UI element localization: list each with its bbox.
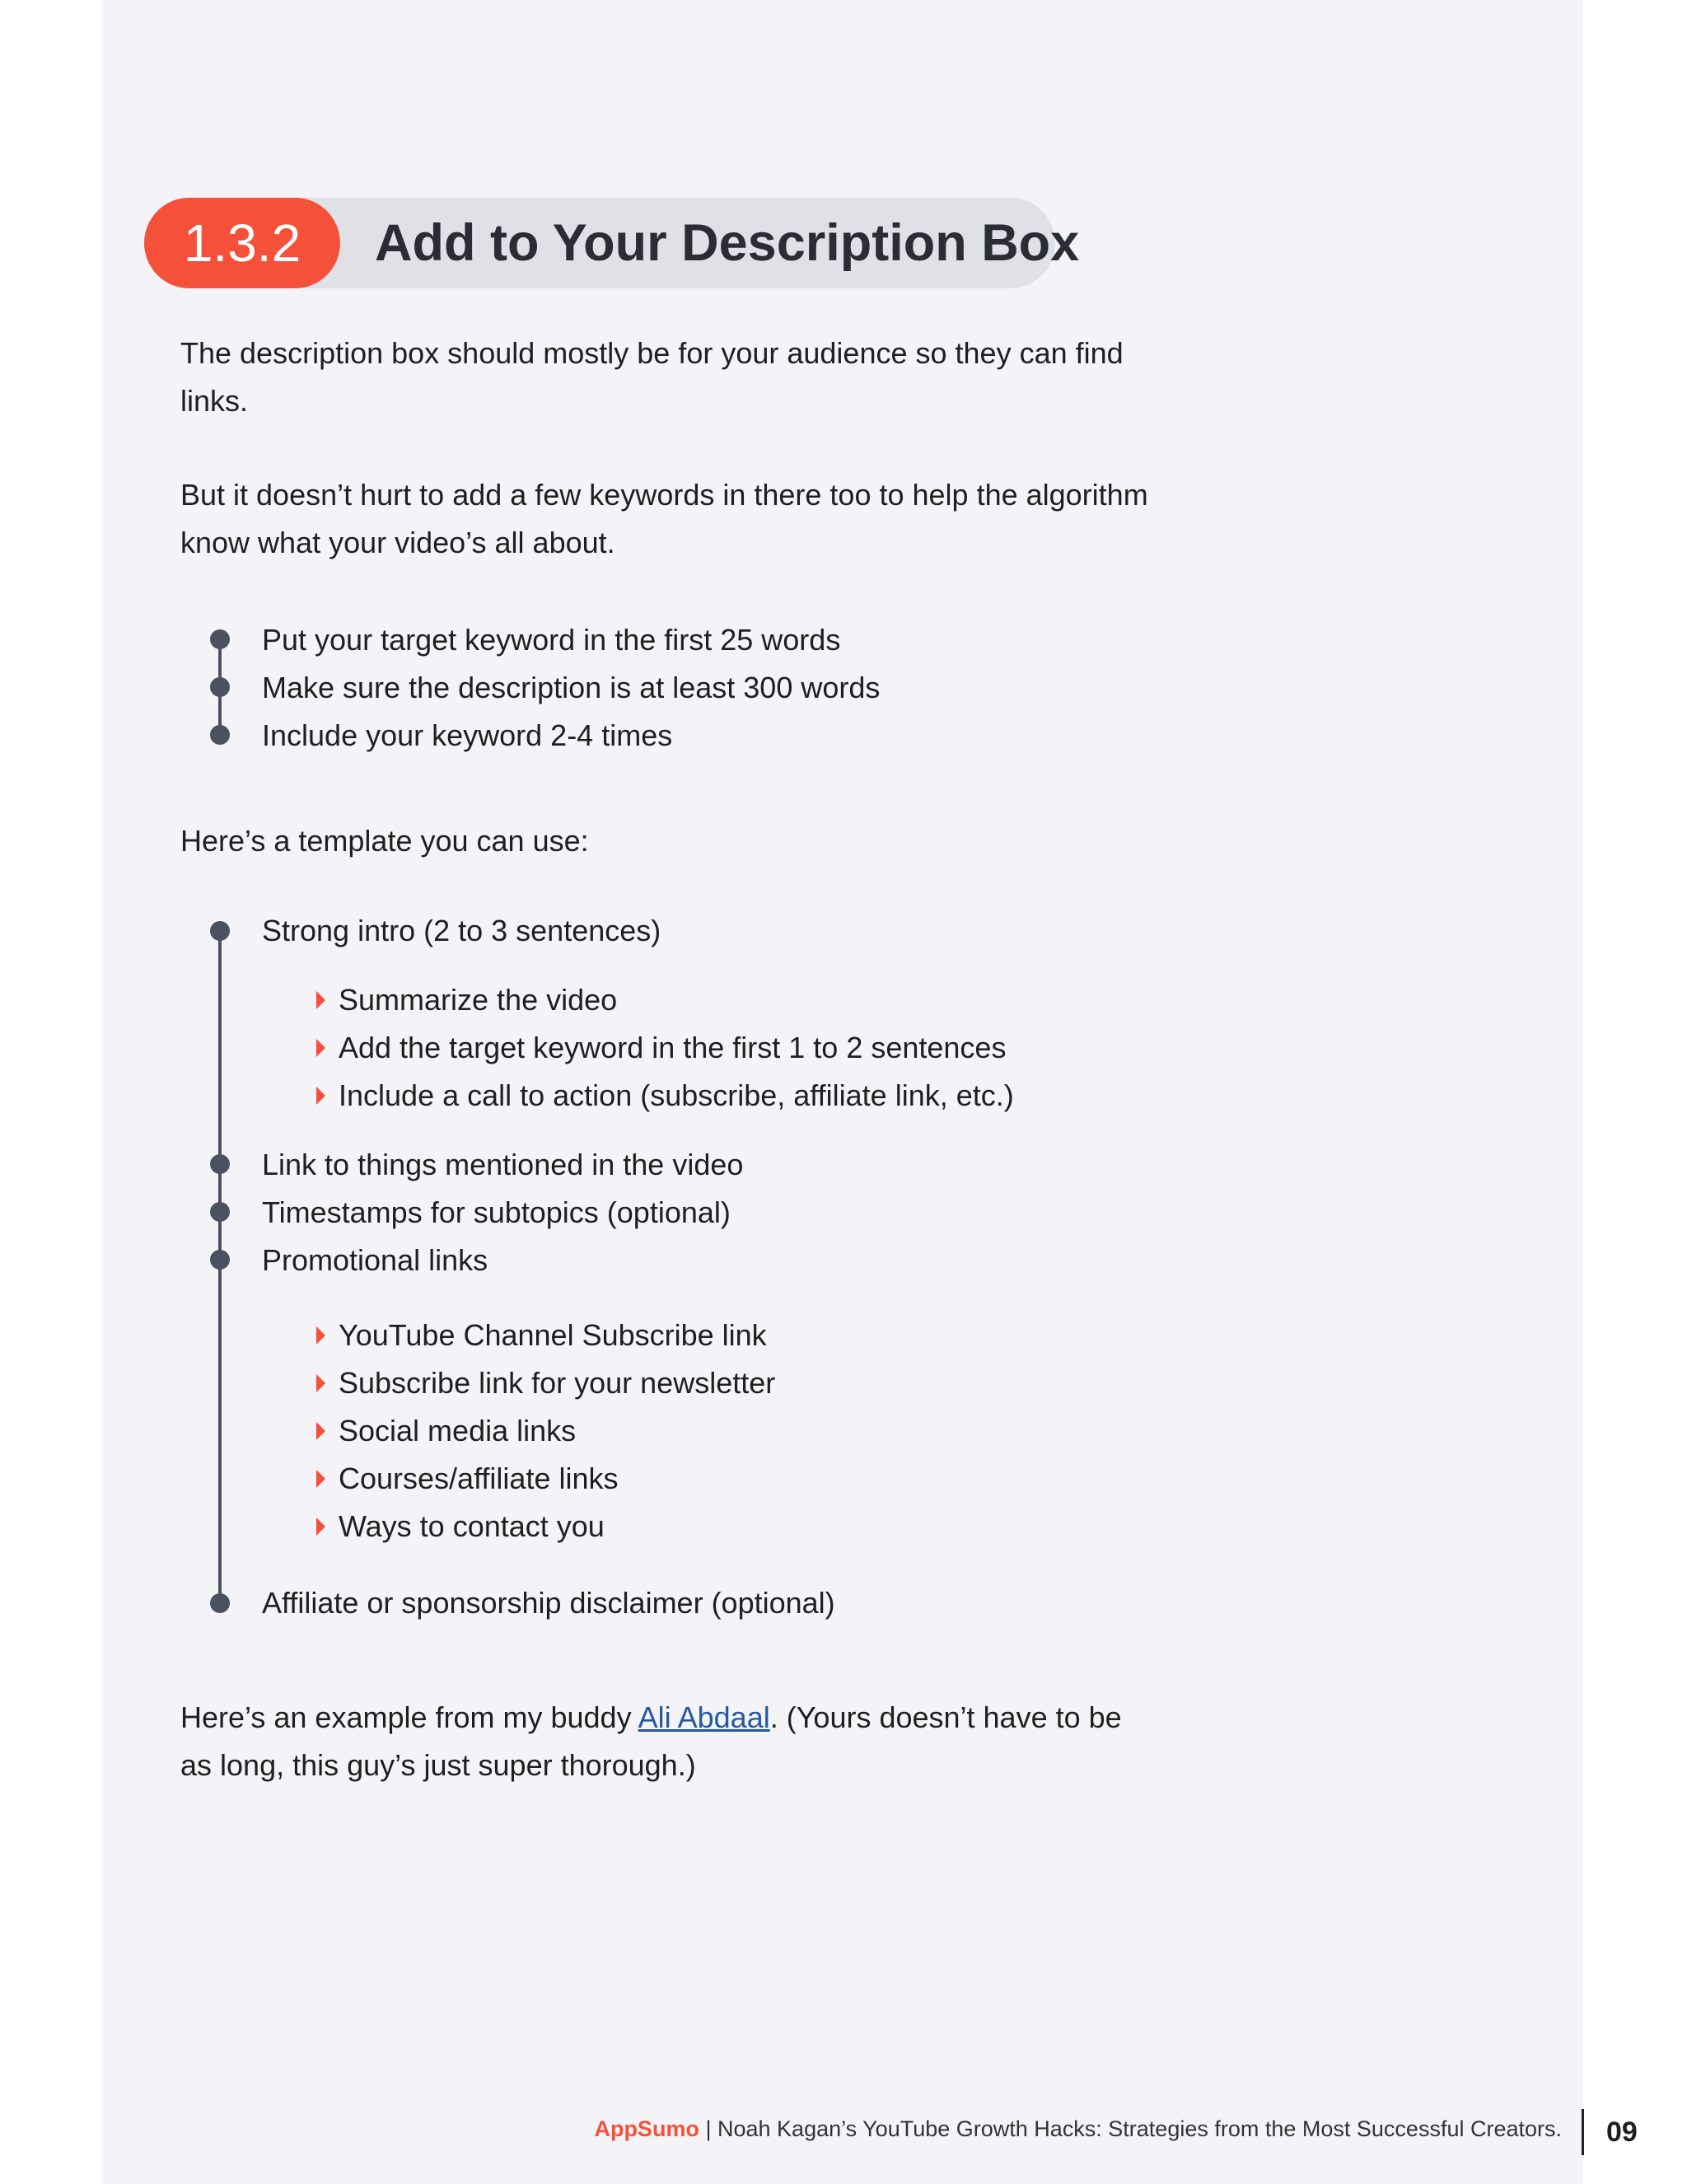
template-item: Promotional links: [262, 1243, 488, 1277]
template-subitem: Social media links: [339, 1414, 577, 1447]
template-subitem: YouTube Channel Subscribe link: [339, 1318, 767, 1352]
template-item: Link to things mentioned in the video: [262, 1148, 744, 1181]
tip-item: Include your keyword 2-4 times: [262, 718, 673, 752]
arrow-right-icon: [316, 991, 325, 1009]
template-subitem: Ways to contact you: [339, 1509, 605, 1543]
template-item: Affiliate or sponsorship disclaimer (optional): [262, 1586, 835, 1620]
section-number: 1.3.2: [144, 198, 340, 288]
intro-paragraph-2: But it doesn’t hurt to add a few keywords in there too to help the algorithm know what your video’s all about.: [180, 478, 1148, 559]
arrow-right-icon: [316, 1374, 325, 1392]
template-item: Strong intro (2 to 3 sentences): [262, 914, 661, 947]
example-paragraph: [180, 1694, 1152, 1789]
template-subitem: Include a call to action (subscribe, affiliate link, etc.): [339, 1078, 1014, 1112]
template-item: Timestamps for subtopics (optional): [262, 1195, 731, 1229]
ali-abdaal-link[interactable]: Ali Abdaal: [638, 1700, 770, 1734]
section-title: Add to Your Description Box: [375, 214, 1080, 272]
tip-item: Put your target keyword in the first 25 words: [262, 623, 841, 657]
template-subitem: Summarize the video: [339, 983, 618, 1017]
intro-paragraph-1: The description box should mostly be for your audience so they can find links.: [180, 336, 1124, 418]
template-subitem: Courses/affiliate links: [339, 1461, 619, 1495]
arrow-right-icon: [316, 1326, 325, 1345]
footer-text: Noah Kagan’s YouTube Growth Hacks: Strategies from the Most Successful Creators.: [717, 2116, 1562, 2141]
section-heading: [144, 198, 1080, 288]
bullet-dot-icon: [210, 1202, 230, 1222]
bullet-dot-icon: [210, 921, 230, 941]
arrow-right-icon: [316, 1087, 325, 1105]
example-text-before: Here’s an example from my buddy: [180, 1700, 638, 1734]
example-text-after: . (Yours doesn’t have to be as long, this guy’s just super thorough.): [180, 1700, 1122, 1782]
bullet-dot-icon: [210, 629, 230, 649]
bullet-dot-icon: [210, 1593, 230, 1613]
arrow-right-icon: [316, 1422, 325, 1440]
template-subitem: Add the target keyword in the first 1 to 2 sentences: [339, 1031, 1007, 1064]
template-intro: Here’s a template you can use:: [180, 824, 589, 858]
arrow-right-icon: [316, 1518, 325, 1536]
footer-brand: AppSumo: [594, 2116, 699, 2141]
arrow-right-icon: [316, 1470, 325, 1488]
bullet-dot-icon: [210, 725, 230, 745]
footer: [594, 2112, 1562, 2145]
bullet-dot-icon: [210, 677, 230, 697]
bullet-dot-icon: [210, 1250, 230, 1270]
bullet-dot-icon: [210, 1154, 230, 1174]
footer-divider: [1582, 2109, 1584, 2155]
arrow-right-icon: [316, 1039, 325, 1057]
page-number: 09: [1606, 2116, 1638, 2148]
footer-separator: |: [705, 2116, 712, 2141]
tip-item: Make sure the description is at least 300 words: [262, 671, 881, 704]
template-subitem: Subscribe link for your newsletter: [339, 1366, 776, 1400]
